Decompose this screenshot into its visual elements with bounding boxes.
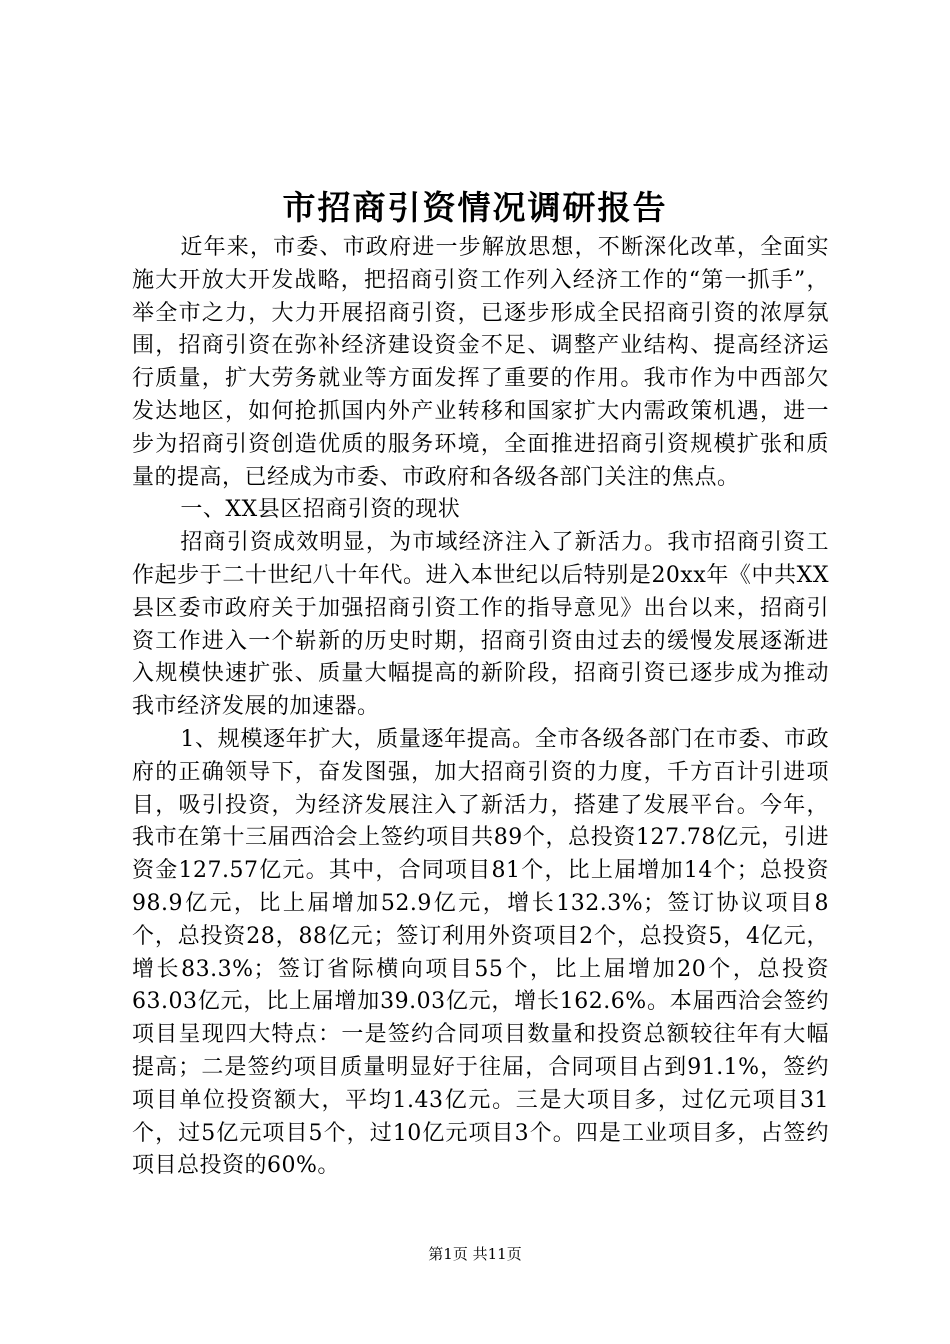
section-heading: 一、XX县区招商引资的现状 (180, 497, 461, 523)
paragraph-overview: 招商引资成效明显，为市域经济注入了新活力。我市招商引资工作起步于二十世纪八十年代。进入本世纪以后特别是20xx年《中共XX县区委市政府关于加强招商引资工作的指导意见》出台以来，招商引资工作进入一个崭新的历史时期，招商引资由过去的缓慢发展逐渐进入规模快速扩张、质量大幅提高的新阶段，招商引资已逐步成为推动我市经济发展的加速器。 (132, 530, 829, 720)
document-title: 市招商引资情况调研报告 (282, 188, 668, 227)
paragraph-intro: 近年来，市委、市政府进一步解放思想，不断深化改革，全面实施大开放大开发战略，把招商引资工作列入经济工作的“第一抓手”，举全市之力，大力开展招商引资，已逐步形成全民招商引资的浓厚氛围，招商引资在弥补经济建设资金不足、调整产业结构、提高经济运行质量，扩大劳务就业等方面发挥了重要的作用。我市作为中西部欠发达地区，如何抢抓国内外产业转移和国家扩大内需政策机遇，进一步为招商引资创造优质的服务环境，全面推进招商引资规模扩张和质量的提高，已经成为市委、市政府和各级各部门关注的焦点。 (132, 235, 829, 490)
page-number: 第1页 共11页 (428, 1245, 522, 1263)
document-body (132, 232, 829, 1183)
paragraph-scale: 1、规模逐年扩大，质量逐年提高。全市各级各部门在市委、市政府的正确领导下，奋发图强，加大招商引资的力度，千方百计引进项目，吸引投资，为经济发展注入了新活力，搭建了发展平台。今年，我市在第十三届西洽会上签约项目共89个，总投资127.78亿元，引进资金127.57亿元。其中，合同项目81个，比上届增加14个；总投资98.9亿元，比上届增加52.9亿元，增长132.3%；签订协议项目8个，总投资28，88亿元；签订利用外资项目2个，总投资5，4亿元，增长83.3%；签订省际横向项目55个，比上届增加20个，总投资63.03亿元，比上届增加39.03亿元，增长162.6%。本届西洽会签约项目呈现四大特点：一是签约合同项目数量和投资总额较往年有大幅提高；二是签约项目质量明显好于往届，合同项目占到91.1%，签约项目单位投资额大，平均1.43亿元。三是大项目多，过亿元项目31个，过5亿元项目5个，过10亿元项目3个。四是工业项目多，占签约项目总投资的60%。 (132, 726, 829, 1179)
